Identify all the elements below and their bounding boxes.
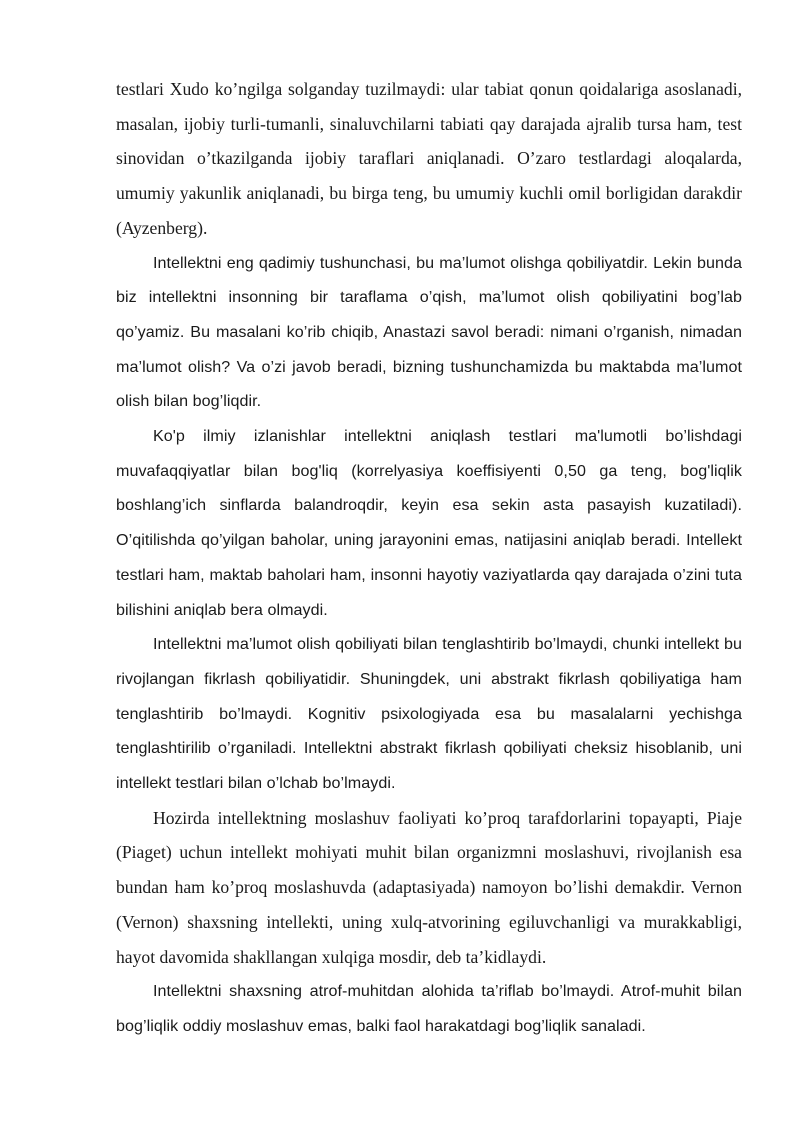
paragraph-5: Hozirda intellektning moslashuv faoliyati ko’proq tarafdorlarini topayapti, Piaje (Piaget) uchun intellekt mohiyati muhit bilan organizmni moslashuvi, rivojlanish esa bundan ham ko’proq moslashuvda (adaptasiyada) namoyon bo’lishi demakdir. Vernon (Vernon) shaxsning intellekti, uning xulq-atvorining egiluvchanligi va murakkabligi, hayot davomida shakllangan xulqiga mosdir, deb ta’kidlaydi. <box>116 807 742 967</box>
paragraph-6: Intellektni shaxsning atrof-muhitdan alohida ta’riflab bo’lmaydi. Atrof-muhit bilan bog’liqlik oddiy moslashuv emas, balki faol harakatdagi bog’liqlik sanaladi. <box>116 982 742 1035</box>
paragraph-1: testlari Xudo ko’ngilga solganday tuzilmaydi: ular tabiat qonun qoidalariga asoslanadi, masalan, ijobiy turli-tumanli, sinaluvchilarni tabiati qay darajada ajralib tursa ham, test sinovidan o’tkazilganda ijobiy taraflari aniqlanadi. O’zaro testlardagi aloqalarda, umumiy yakunlik aniqlanadi, bu birga teng, bu umumiy kuchli omil borligidan darakdir (Ayzenberg). <box>116 79 742 238</box>
paragraph-4: Intellektni ma’lumot olish qobiliyati bilan tenglashtirib bo’lmaydi, chunki intellekt bu rivojlangan fikrlash qobiliyatidir. Shuningdek, uni abstrakt fikrlash qobiliyatiga ham tenglashtirib bo’lmaydi. Kognitiv psixologiyada esa bu masalalarni yechishga tenglashtirilib o’rganiladi. Intellektni abstrakt fikrlash qobiliyati cheksiz hisoblanib, uni intellekt testlari bilan o’lchab bo’lmaydi. <box>116 635 742 793</box>
document-body <box>116 72 742 1044</box>
paragraph-3: Ko'p ilmiy izlanishlar intellektni aniqlash testlari ma'lumotli bo’lishdagi muvafaqqiyatlar bilan bog'liq (korrelyasiya koeffisiyenti 0,50 ga teng, bog'liqlik boshlang’ich sinflarda balandroqdir, keyin esa sekin asta pasayish kuzatiladi). O’qitilishda qo’yilgan baholar, uning jarayonini emas, natijasini aniqlab beradi. Intellekt testlari ham, maktab baholari ham, insonni hayotiy vaziyatlarda qay darajada o’zini tuta bilishini aniqlab bera olmaydi. <box>116 427 742 619</box>
paragraph-2: Intellektni eng qadimiy tushunchasi, bu ma’lumot olishga qobiliyatdir. Lekin bunda biz intellektni insonning bir taraflama o’qish, ma’lumot olish qobiliyatini bog’lab qo’yamiz. Bu masalani ko’rib chiqib, Anastazi savol beradi: nimani o’rganish, nimadan ma’lumot olish? Va o’zi javob beradi, bizning tushunchamizda bu maktabda ma’lumot olish bilan bog’liqdir. <box>116 253 742 411</box>
